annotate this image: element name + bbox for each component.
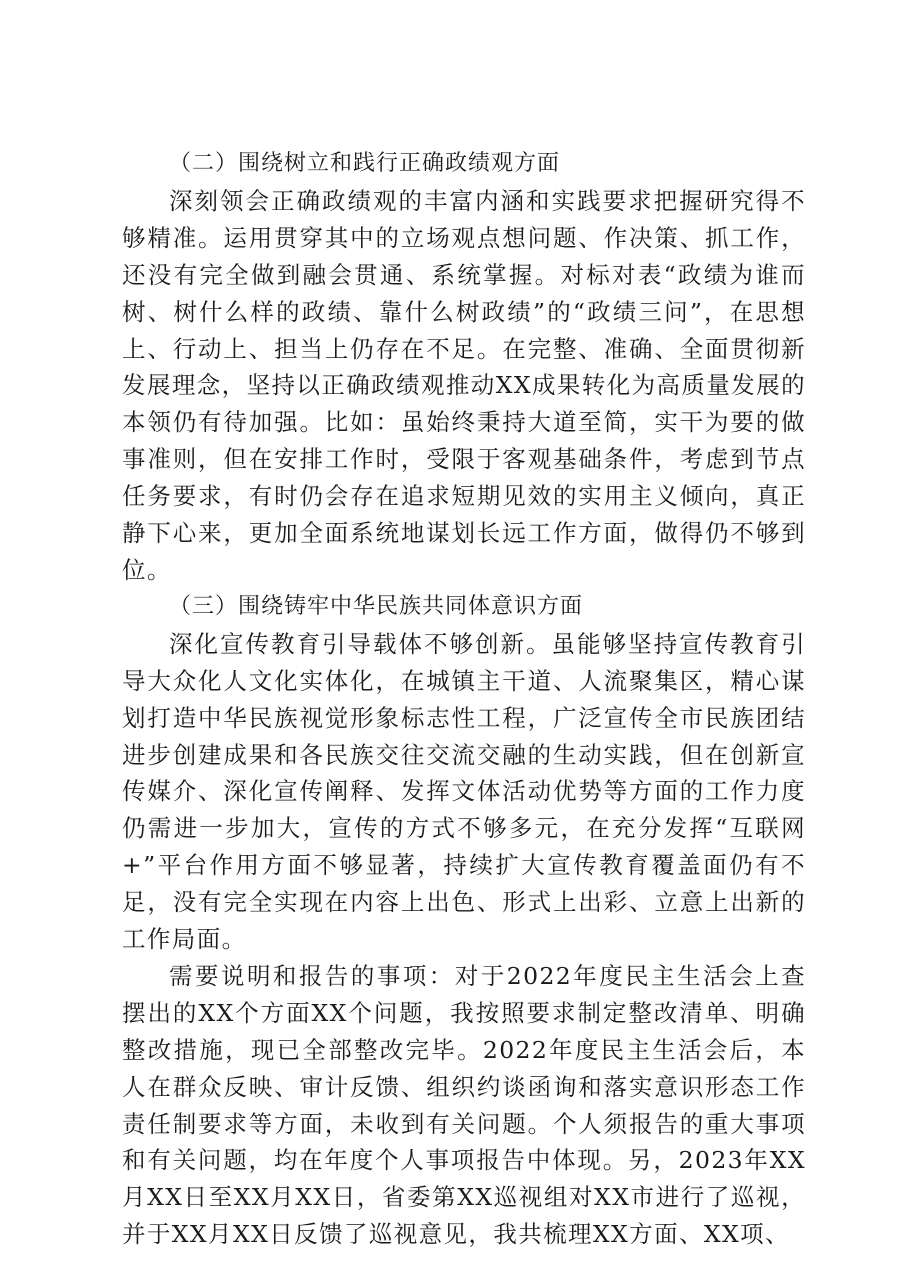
report-matters-paragraph: 需要说明和报告的事项：对于2022年度民主生活会上查摆出的XX个方面XX个问题，我按照要求制定整改清单、明确整改措施，现已全部整改完毕。2022年度民主生活会后，本人在群众反映、审计反馈、组织约谈函询和落实意识形态工作责任制要求等方面，未收到有关问题。个人须报告的重大事项和有关问题，均在年度个人事项报告中体现。另，2023年XX月XX日至XX月XX日，省委第XX巡视组对XX市进行了巡视，并于XX月XX日反馈了巡视意见，我共梳理XX方面、XX项、 bbox=[122, 961, 806, 1249]
section-two-paragraph: 深刻领会正确政绩观的丰富内涵和实践要求把握研究得不够精准。运用贯穿其中的立场观点想问题、作决策、抓工作，还没有完全做到融会贯通、系统掌握。对标对表“政绩为谁而树、树什么样的政绩、靠什么树政绩”的“政绩三问”，在思想上、行动上、担当上仍存在不足。在完整、准确、全面贯彻新发展理念，坚持以正确政绩观推动XX成果转化为高质量发展的本领仍有待加强。比如：虽始终秉持大道至简，实干为要的做事准则，但在安排工作时，受限于客观基础条件，考虑到节点任务要求，有时仍会存在追求短期见效的实用主义倾向，真正静下心来，更加全面系统地谋划长远工作方面，做得仍不够到位。 bbox=[122, 186, 806, 584]
section-three-paragraph: 深化宣传教育引导载体不够创新。虽能够坚持宣传教育引导大众化人文化实体化，在城镇主干道、人流聚集区，精心谋划打造中华民族视觉形象标志性工程，广泛宣传全市民族团结进步创建成果和各民族交往交流交融的生动实践，但在创新宣传媒介、深化宣传阐释、发挥文体活动优势等方面的工作力度仍需进一步加大，宣传的方式不够多元，在充分发挥“互联网+”平台作用方面不够显著，持续扩大宣传教育覆盖面仍有不足，没有完全实现在内容上出色、形式上出彩、立意上出新的工作局面。 bbox=[122, 629, 806, 954]
section-heading-two: （二）围绕树立和践行正确政绩观方面 bbox=[169, 151, 561, 176]
section-heading-three: （三）围绕铸牢中华民族共同体意识方面 bbox=[169, 593, 584, 619]
document-body bbox=[122, 146, 806, 1253]
